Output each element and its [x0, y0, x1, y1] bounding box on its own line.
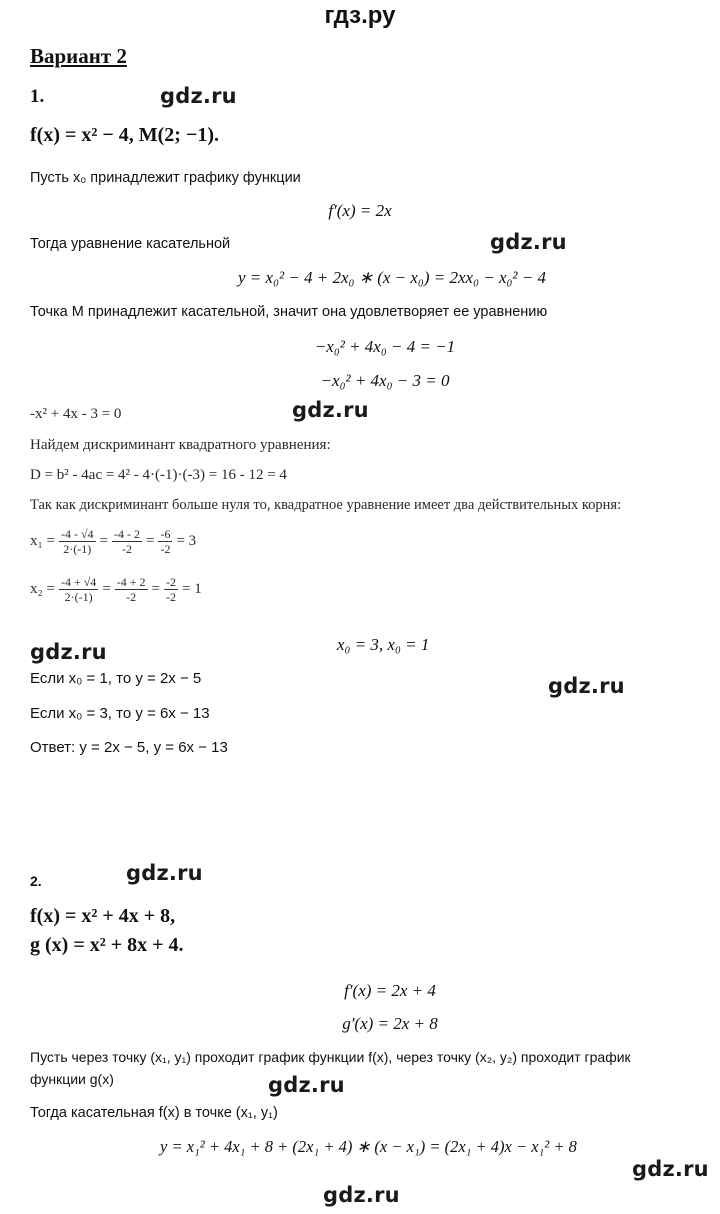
site-header: гдз.ру	[324, 2, 396, 29]
task-1-case-2: Если x₀ = 3, то y = 6x − 13	[30, 705, 210, 722]
task-1-line-x0: Пусть x₀ принадлежит графику функции	[30, 170, 301, 186]
task-2-line-points-2: функции g(x)	[30, 1071, 114, 1087]
task-1-number: 1.	[30, 86, 45, 107]
watermark: gdz.ru	[126, 861, 203, 885]
task-1-scan-eq: -x² + 4x - 3 = 0	[30, 406, 122, 422]
watermark: gdz.ru	[323, 1183, 400, 1207]
task-2-line-points-1: Пусть через точку (x₁, y₁) проходит график функции f(x), через точку (x₂, y₂) проходит график	[30, 1049, 631, 1065]
watermark: gdz.ru	[548, 674, 625, 698]
task-1-tangent-eq: y = x₀² − 4 + 2x₀ ∗ (x − x₀) = 2xx₀ − x₀² − 4	[238, 268, 546, 287]
root-2-fraction-1: $\frac{-4 + √4}{2\cdot(-1)}$	[60, 575, 97, 604]
watermark: gdz.ru	[30, 640, 107, 664]
task-1-scan-disc: D = b² - 4ac = 4² - 4·(-1)·(-3) = 16 - 12 = 4	[30, 467, 287, 483]
task-1-given: f(x) = x² − 4, M(2; −1).	[30, 124, 220, 146]
task-2-deriv-f: f′(x) = 2x + 4	[344, 981, 436, 1000]
watermark: gdz.ru	[160, 84, 237, 108]
task-1-derivative: f′(x) = 2x	[328, 201, 392, 220]
task-1-root-2: x₂ = $\frac{-4 + √4}{2\cdot(-1)}$ = $\frac{-4 + 2}{-2}$ = $\frac{-2}{-2}$ = 1	[30, 575, 202, 604]
root-2-fraction-2: $\frac{-4 + 2}{-2}$	[116, 575, 146, 604]
variant-title: Вариант 2	[30, 44, 127, 68]
task-1-line-point: Точка М принадлежит касательной, значит она удовлетворяет ее уравнению	[30, 304, 548, 320]
task-1-scan-disc-title: Найдем дискриминант квадратного уравнения:	[30, 437, 331, 453]
task-1-scan-roots-note: Так как дискриминант больше нуля то, квадратное уравнение имеет два действительных корня:	[30, 497, 622, 513]
task-1-line-tangent: Тогда уравнение касательной	[30, 236, 231, 252]
task-1-answer: Ответ: y = 2x − 5, y = 6x − 13	[30, 739, 228, 756]
root-1-fraction-3: $\frac{-6}{-2}$	[160, 527, 171, 556]
watermark: gdz.ru	[632, 1157, 709, 1181]
task-2-given-f: f(x) = x² + 4x + 8,	[30, 905, 176, 927]
task-1-eq1: −x₀² + 4x₀ − 4 = −1	[314, 337, 456, 356]
task-2-line-tangent: Тогда касательная f(x) в точке (x₁, y₁)	[30, 1105, 278, 1121]
task-2-tangent-eq: y = x₁² + 4x₁ + 8 + (2x₁ + 4) ∗ (x − x₁) = (2x₁ + 4)x − x₁² + 8	[160, 1137, 577, 1156]
task-2-number: 2.	[30, 873, 42, 889]
task-1-root-1: x₁ = $\frac{-4 - √4}{2\cdot(-1)}$ = $\frac{-4 - 2}{-2}$ = $\frac{-6}{-2}$ = 3	[30, 527, 197, 556]
watermark: gdz.ru	[490, 230, 567, 254]
task-2-deriv-g: g′(x) = 2x + 8	[342, 1014, 438, 1033]
root-1-fraction-2: $\frac{-4 - 2}{-2}$	[114, 527, 140, 556]
root-1-lhs: x₁ =	[30, 533, 55, 549]
root-1-fraction-1: $\frac{-4 - √4}{2\cdot(-1)}$	[60, 527, 94, 556]
watermark: gdz.ru	[268, 1073, 345, 1097]
task-1-eq2: −x₀² + 4x₀ − 3 = 0	[320, 371, 450, 390]
root-2-fraction-3: $\frac{-2}{-2}$	[166, 575, 177, 604]
task-1-case-1: Если x₀ = 1, то y = 2x − 5	[30, 670, 202, 687]
task-1-roots-result: x₀ = 3, x₀ = 1	[337, 635, 430, 654]
watermark: gdz.ru	[292, 398, 369, 422]
root-2-value: = 1	[182, 581, 202, 597]
root-1-value: = 3	[176, 533, 197, 549]
task-2-given-g: g (x) = x² + 8x + 4.	[30, 934, 184, 956]
root-2-lhs: x₂ =	[30, 581, 55, 597]
